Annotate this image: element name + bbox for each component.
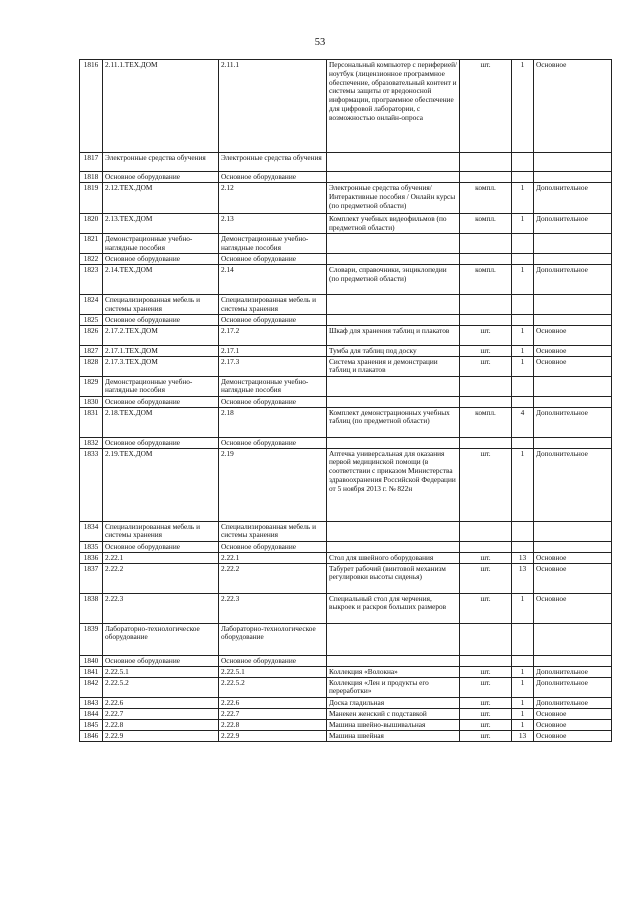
reference-cell: Основное оборудование	[219, 655, 327, 666]
equipment-type-cell: Основное	[534, 325, 612, 345]
equipment-table	[79, 59, 612, 742]
reference-cell: 2.22.7	[219, 708, 327, 719]
table-row	[80, 396, 612, 407]
item-name-cell	[327, 295, 460, 315]
code-cell: 2.22.7	[103, 708, 219, 719]
unit-cell	[460, 655, 512, 666]
equipment-type-cell: Дополнительное	[534, 677, 612, 697]
row-number-cell: 1836	[80, 552, 103, 563]
code-cell: Основное оборудование	[103, 172, 219, 183]
code-cell: 2.14.ТЕХ.ДОМ	[103, 265, 219, 295]
reference-cell: Основное оборудование	[219, 541, 327, 552]
item-name-cell: Аптечка универсальная для оказания первой медицинской помощи (в соответствии с приказом Министерства здравоохранения Российской Федерации от 5 ноября 2013 г. № 822н	[327, 448, 460, 521]
table-row	[80, 593, 612, 623]
equipment-type-cell: Основное	[534, 356, 612, 376]
quantity-cell: 1	[512, 593, 534, 623]
equipment-type-cell	[534, 314, 612, 325]
equipment-type-cell	[534, 295, 612, 315]
row-number-cell: 1837	[80, 563, 103, 593]
code-cell: 2.22.6	[103, 697, 219, 708]
item-name-cell: Специальный стол для черчения, выкроек и раскроя больших размеров	[327, 593, 460, 623]
table-row	[80, 356, 612, 376]
equipment-type-cell: Дополнительное	[534, 214, 612, 234]
item-name-cell: Машина швейная	[327, 730, 460, 741]
unit-cell: шт.	[460, 677, 512, 697]
equipment-type-cell: Основное	[534, 552, 612, 563]
item-name-cell	[327, 437, 460, 448]
table-row	[80, 730, 612, 741]
code-cell: 2.22.1	[103, 552, 219, 563]
row-number-cell: 1819	[80, 183, 103, 214]
unit-cell: шт.	[460, 552, 512, 563]
table-row	[80, 677, 612, 697]
unit-cell	[460, 254, 512, 265]
quantity-cell: 1	[512, 448, 534, 521]
reference-cell: 2.13	[219, 214, 327, 234]
table-row	[80, 448, 612, 521]
item-name-cell: Коллекция «Лен и продукты его переработки»	[327, 677, 460, 697]
item-name-cell	[327, 314, 460, 325]
row-number-cell: 1830	[80, 396, 103, 407]
reference-cell: 2.22.5.2	[219, 677, 327, 697]
item-name-cell	[327, 153, 460, 172]
row-number-cell: 1833	[80, 448, 103, 521]
code-cell: Электронные средства обучения	[103, 153, 219, 172]
unit-cell: шт.	[460, 666, 512, 677]
table-row	[80, 314, 612, 325]
item-name-cell: Система хранения и демонстрации таблиц и плакатов	[327, 356, 460, 376]
unit-cell	[460, 541, 512, 552]
table-row	[80, 325, 612, 345]
equipment-type-cell: Дополнительное	[534, 265, 612, 295]
reference-cell: Демонстрационные учебно-наглядные пособия	[219, 234, 327, 254]
reference-cell: Специализированная мебель и системы хранения	[219, 521, 327, 541]
quantity-cell	[512, 254, 534, 265]
reference-cell: 2.17.1	[219, 345, 327, 356]
table-row	[80, 407, 612, 437]
row-number-cell: 1831	[80, 407, 103, 437]
reference-cell: 2.12	[219, 183, 327, 214]
equipment-type-cell	[534, 234, 612, 254]
item-name-cell: Коллекция «Волокна»	[327, 666, 460, 677]
row-number-cell: 1827	[80, 345, 103, 356]
code-cell: Основное оборудование	[103, 541, 219, 552]
row-number-cell: 1838	[80, 593, 103, 623]
code-cell: Демонстрационные учебно-наглядные пособия	[103, 376, 219, 396]
quantity-cell: 1	[512, 719, 534, 730]
table-body	[80, 60, 612, 742]
table-row	[80, 655, 612, 666]
equipment-type-cell	[534, 437, 612, 448]
quantity-cell: 13	[512, 552, 534, 563]
unit-cell: компл.	[460, 265, 512, 295]
equipment-type-cell: Дополнительное	[534, 448, 612, 521]
item-name-cell: Манекен женский с подставкой	[327, 708, 460, 719]
reference-cell: Основное оборудование	[219, 172, 327, 183]
equipment-type-cell	[534, 541, 612, 552]
quantity-cell	[512, 521, 534, 541]
quantity-cell: 1	[512, 708, 534, 719]
row-number-cell: 1820	[80, 214, 103, 234]
row-number-cell: 1834	[80, 521, 103, 541]
item-name-cell: Словари, справочники, энциклопедии (по предметной области)	[327, 265, 460, 295]
unit-cell	[460, 623, 512, 655]
item-name-cell	[327, 396, 460, 407]
unit-cell: шт.	[460, 593, 512, 623]
equipment-type-cell: Дополнительное	[534, 183, 612, 214]
reference-cell: 2.22.9	[219, 730, 327, 741]
reference-cell: Специализированная мебель и системы хранения	[219, 295, 327, 315]
reference-cell: 2.22.5.1	[219, 666, 327, 677]
equipment-type-cell	[534, 396, 612, 407]
quantity-cell	[512, 655, 534, 666]
code-cell: 2.22.2	[103, 563, 219, 593]
quantity-cell: 1	[512, 325, 534, 345]
row-number-cell: 1841	[80, 666, 103, 677]
page-number: 53	[314, 37, 326, 48]
code-cell: 2.19.ТЕХ.ДОМ	[103, 448, 219, 521]
unit-cell: шт.	[460, 448, 512, 521]
reference-cell: 2.11.1	[219, 60, 327, 153]
item-name-cell: Комплект демонстрационных учебных таблиц (по предметной области)	[327, 407, 460, 437]
quantity-cell	[512, 376, 534, 396]
unit-cell: шт.	[460, 563, 512, 593]
quantity-cell	[512, 314, 534, 325]
table-row	[80, 719, 612, 730]
unit-cell	[460, 437, 512, 448]
reference-cell: 2.19	[219, 448, 327, 521]
table-row	[80, 708, 612, 719]
unit-cell: шт.	[460, 719, 512, 730]
reference-cell: 2.22.2	[219, 563, 327, 593]
code-cell: Специализированная мебель и системы хранения	[103, 521, 219, 541]
row-number-cell: 1818	[80, 172, 103, 183]
quantity-cell: 1	[512, 60, 534, 153]
code-cell: 2.17.3.ТЕХ.ДОМ	[103, 356, 219, 376]
quantity-cell	[512, 623, 534, 655]
row-number-cell: 1824	[80, 295, 103, 315]
code-cell: 2.22.8	[103, 719, 219, 730]
equipment-type-cell: Основное	[534, 345, 612, 356]
quantity-cell	[512, 172, 534, 183]
row-number-cell: 1846	[80, 730, 103, 741]
equipment-type-cell: Основное	[534, 563, 612, 593]
code-cell: Основное оборудование	[103, 437, 219, 448]
table-row	[80, 623, 612, 655]
reference-cell: 2.18	[219, 407, 327, 437]
equipment-type-cell: Основное	[534, 730, 612, 741]
quantity-cell: 1	[512, 265, 534, 295]
code-cell: Основное оборудование	[103, 655, 219, 666]
reference-cell: Основное оборудование	[219, 314, 327, 325]
equipment-type-cell: Основное	[534, 593, 612, 623]
row-number-cell: 1821	[80, 234, 103, 254]
table-row	[80, 437, 612, 448]
reference-cell: Электронные средства обучения	[219, 153, 327, 172]
row-number-cell: 1825	[80, 314, 103, 325]
item-name-cell	[327, 234, 460, 254]
equipment-type-cell: Дополнительное	[534, 407, 612, 437]
reference-cell: Основное оборудование	[219, 396, 327, 407]
unit-cell	[460, 172, 512, 183]
reference-cell: Демонстрационные учебно-наглядные пособия	[219, 376, 327, 396]
code-cell: 2.12.ТЕХ.ДОМ	[103, 183, 219, 214]
unit-cell: шт.	[460, 60, 512, 153]
reference-cell: 2.17.3	[219, 356, 327, 376]
row-number-cell: 1843	[80, 697, 103, 708]
equipment-type-cell: Основное	[534, 719, 612, 730]
row-number-cell: 1840	[80, 655, 103, 666]
equipment-type-cell: Дополнительное	[534, 666, 612, 677]
code-cell: Специализированная мебель и системы хранения	[103, 295, 219, 315]
item-name-cell	[327, 172, 460, 183]
table-row	[80, 234, 612, 254]
equipment-type-cell	[534, 172, 612, 183]
equipment-type-cell	[534, 521, 612, 541]
code-cell: 2.11.1.ТЕХ.ДОМ	[103, 60, 219, 153]
quantity-cell	[512, 396, 534, 407]
code-cell: 2.22.5.2	[103, 677, 219, 697]
quantity-cell: 13	[512, 563, 534, 593]
item-name-cell	[327, 623, 460, 655]
quantity-cell: 1	[512, 697, 534, 708]
row-number-cell: 1826	[80, 325, 103, 345]
item-name-cell: Стол для швейного оборудования	[327, 552, 460, 563]
item-name-cell	[327, 521, 460, 541]
item-name-cell: Комплект учебных видеофильмов (по предметной области)	[327, 214, 460, 234]
table-row	[80, 541, 612, 552]
code-cell: 2.13.ТЕХ.ДОМ	[103, 214, 219, 234]
reference-cell: Лабораторно-технологическое оборудование	[219, 623, 327, 655]
unit-cell: компл.	[460, 214, 512, 234]
unit-cell: компл.	[460, 407, 512, 437]
item-name-cell	[327, 655, 460, 666]
quantity-cell: 1	[512, 214, 534, 234]
item-name-cell: Шкаф для хранения таблиц и плакатов	[327, 325, 460, 345]
quantity-cell	[512, 541, 534, 552]
row-number-cell: 1817	[80, 153, 103, 172]
unit-cell: компл.	[460, 183, 512, 214]
row-number-cell: 1844	[80, 708, 103, 719]
table-row	[80, 153, 612, 172]
row-number-cell: 1828	[80, 356, 103, 376]
row-number-cell: 1845	[80, 719, 103, 730]
unit-cell	[460, 153, 512, 172]
item-name-cell: Тумба для таблиц под доску	[327, 345, 460, 356]
reference-cell: 2.22.3	[219, 593, 327, 623]
unit-cell: шт.	[460, 356, 512, 376]
table-row	[80, 697, 612, 708]
unit-cell	[460, 234, 512, 254]
table-row	[80, 376, 612, 396]
table-row	[80, 172, 612, 183]
quantity-cell	[512, 234, 534, 254]
code-cell: Основное оборудование	[103, 314, 219, 325]
equipment-type-cell	[534, 623, 612, 655]
unit-cell: шт.	[460, 730, 512, 741]
table-row	[80, 183, 612, 214]
item-name-cell: Табурет рабочий (винтовой механизм регулировки высоты сиденья)	[327, 563, 460, 593]
reference-cell: 2.17.2	[219, 325, 327, 345]
unit-cell: шт.	[460, 697, 512, 708]
reference-cell: Основное оборудование	[219, 254, 327, 265]
unit-cell	[460, 295, 512, 315]
code-cell: Основное оборудование	[103, 396, 219, 407]
code-cell: 2.17.2.ТЕХ.ДОМ	[103, 325, 219, 345]
quantity-cell	[512, 437, 534, 448]
quantity-cell	[512, 153, 534, 172]
code-cell: 2.22.3	[103, 593, 219, 623]
row-number-cell: 1829	[80, 376, 103, 396]
quantity-cell: 1	[512, 183, 534, 214]
unit-cell: шт.	[460, 345, 512, 356]
reference-cell: Основное оборудование	[219, 437, 327, 448]
table-row	[80, 521, 612, 541]
row-number-cell: 1832	[80, 437, 103, 448]
table-row	[80, 214, 612, 234]
unit-cell	[460, 396, 512, 407]
row-number-cell: 1816	[80, 60, 103, 153]
equipment-type-cell: Основное	[534, 60, 612, 153]
code-cell: Демонстрационные учебно-наглядные пособия	[103, 234, 219, 254]
item-name-cell	[327, 376, 460, 396]
reference-cell: 2.22.1	[219, 552, 327, 563]
row-number-cell: 1842	[80, 677, 103, 697]
table-row	[80, 265, 612, 295]
table-row	[80, 552, 612, 563]
quantity-cell: 1	[512, 356, 534, 376]
code-cell: 2.17.1.ТЕХ.ДОМ	[103, 345, 219, 356]
unit-cell	[460, 314, 512, 325]
table-row	[80, 254, 612, 265]
equipment-type-cell	[534, 153, 612, 172]
row-number-cell: 1839	[80, 623, 103, 655]
row-number-cell: 1823	[80, 265, 103, 295]
table-row	[80, 295, 612, 315]
quantity-cell: 4	[512, 407, 534, 437]
item-name-cell: Электронные средства обучения/Интерактивные пособия / Онлайн курсы (по предметной области)	[327, 183, 460, 214]
equipment-type-cell: Дополнительное	[534, 697, 612, 708]
code-cell: Лабораторно-технологическое оборудование	[103, 623, 219, 655]
equipment-type-cell	[534, 655, 612, 666]
table-row	[80, 60, 612, 153]
table-row	[80, 345, 612, 356]
item-name-cell	[327, 541, 460, 552]
item-name-cell	[327, 254, 460, 265]
unit-cell	[460, 521, 512, 541]
quantity-cell	[512, 295, 534, 315]
item-name-cell: Доска гладильная	[327, 697, 460, 708]
item-name-cell: Машина швейно-вышивальная	[327, 719, 460, 730]
equipment-type-cell	[534, 376, 612, 396]
quantity-cell: 1	[512, 345, 534, 356]
table-row	[80, 563, 612, 593]
unit-cell	[460, 376, 512, 396]
reference-cell: 2.14	[219, 265, 327, 295]
item-name-cell: Персональный компьютер с периферией/ноутбук (лицензионное программное обеспечение, образовательный контент и системы защиты от вредоносной информации, программное обеспечение для цифровой лаборатории, с возможностью онлайн-опроса	[327, 60, 460, 153]
quantity-cell: 13	[512, 730, 534, 741]
code-cell: Основное оборудование	[103, 254, 219, 265]
row-number-cell: 1835	[80, 541, 103, 552]
code-cell: 2.22.5.1	[103, 666, 219, 677]
equipment-type-cell: Основное	[534, 708, 612, 719]
equipment-type-cell	[534, 254, 612, 265]
table-row	[80, 666, 612, 677]
reference-cell: 2.22.6	[219, 697, 327, 708]
code-cell: 2.18.ТЕХ.ДОМ	[103, 407, 219, 437]
quantity-cell: 1	[512, 666, 534, 677]
quantity-cell: 1	[512, 677, 534, 697]
unit-cell: шт.	[460, 325, 512, 345]
reference-cell: 2.22.8	[219, 719, 327, 730]
row-number-cell: 1822	[80, 254, 103, 265]
unit-cell: шт.	[460, 708, 512, 719]
code-cell: 2.22.9	[103, 730, 219, 741]
